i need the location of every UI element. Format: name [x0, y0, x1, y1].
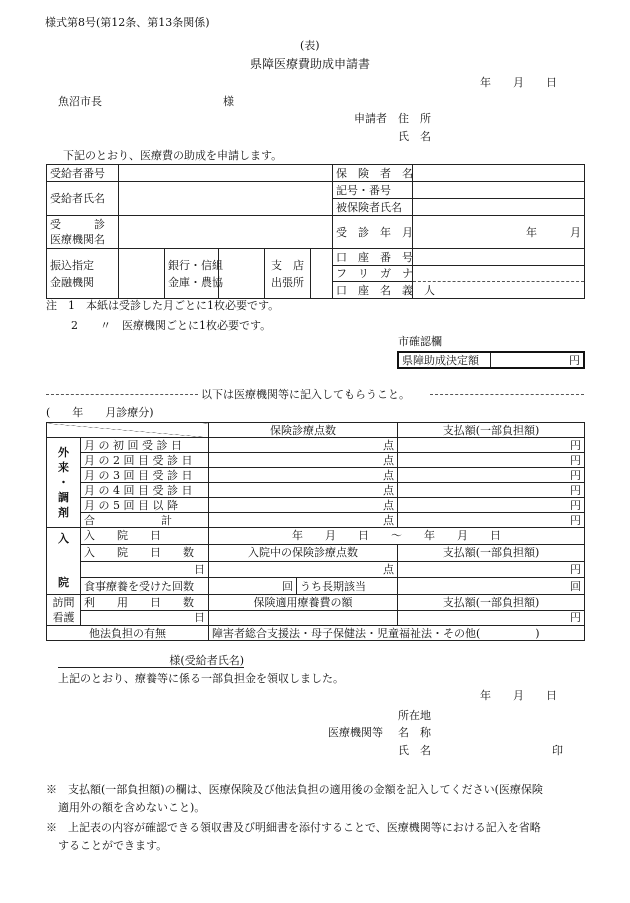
- treatment-month-label: ( 年 月診療分): [46, 406, 154, 419]
- furigana-field[interactable]: [413, 266, 585, 282]
- divider-text: 以下は医療機関等に記入してもらうこと。: [201, 388, 410, 401]
- insured-cost-field[interactable]: [209, 610, 398, 626]
- city-check-label: 市確認欄: [398, 335, 442, 348]
- institution-person-label: 氏 名: [398, 744, 431, 757]
- footer-note-1b: 適用外の額を含めないこと)。: [58, 801, 206, 814]
- header-diagonal: [47, 423, 209, 438]
- recipient-number-label: 受給者番号: [47, 165, 119, 182]
- nursing-paid-field[interactable]: 円: [398, 610, 585, 626]
- inpatient-points-field[interactable]: 点: [209, 561, 398, 578]
- use-days-label: 利 用 日 数: [81, 595, 209, 611]
- bank-type-label: 銀行・信組 金庫・農協: [165, 249, 219, 299]
- applicant-address-label: 住 所: [398, 112, 431, 125]
- account-holder-field[interactable]: [413, 282, 585, 299]
- institution-location-label: 所在地: [398, 709, 431, 722]
- account-holder-label: 口 座 名 義 人: [333, 282, 413, 299]
- divider-left: [46, 394, 198, 395]
- institution-name-label: 名 称: [398, 726, 431, 739]
- note-1: 注 1 本紙は受診した月ごとに1枚必要です。: [46, 299, 280, 312]
- branch-name-field[interactable]: [219, 249, 265, 299]
- visit-month-field[interactable]: 年 月: [413, 216, 585, 249]
- seal-mark: 印: [552, 744, 563, 757]
- other-laws-field[interactable]: 障害者総合支援法・母子保健法・児童福祉法・その他( ): [209, 626, 585, 641]
- footer-note-2: ※ 上記表の内容が確認できる領収書及び明細書を添付することで、医療機関等における記入を省略: [46, 821, 541, 834]
- outpatient-paid[interactable]: 円: [398, 483, 585, 498]
- mayor-label: 魚沼市長: [58, 95, 102, 108]
- outpatient-row-label: 月 の 4 回 目 受 診 日: [81, 483, 209, 498]
- clinic-name-label: 受 診 医療機関名: [47, 216, 119, 249]
- symbol-number-label: 記号・番号: [333, 182, 413, 199]
- city-check-table: [397, 351, 585, 369]
- admit-days-field[interactable]: 日: [81, 561, 209, 578]
- decision-amount-label: 県障助成決定額: [398, 352, 490, 368]
- outpatient-label: 外 来 ・ 調 剤: [47, 438, 81, 528]
- symbol-number-field[interactable]: [413, 182, 585, 199]
- outpatient-points[interactable]: 点: [209, 453, 398, 468]
- admit-date-range[interactable]: 年 月 日 〜 年 月 日: [209, 528, 585, 545]
- insured-cost-label: 保険適用療養費の額: [209, 595, 398, 611]
- outpatient-row-label: 月 の 初 回 受 診 日: [81, 438, 209, 453]
- home-nursing-label: 訪問 看護: [47, 595, 81, 626]
- outpatient-row-label: 月 の 5 回 目 以 降: [81, 498, 209, 513]
- intro-text: 下記のとおり、医療費の助成を申請します。: [63, 149, 283, 162]
- inpatient-paid-label: 支払額(一部負担額): [398, 544, 585, 561]
- insured-name-label: 被保険者氏名: [333, 199, 413, 216]
- decision-amount-field[interactable]: 円: [490, 352, 584, 368]
- note-2: 2 〃 医療機関ごとに1枚必要です。: [71, 319, 272, 332]
- furigana-label: フ リ ガ ナ: [333, 266, 413, 282]
- inpatient-label: 入 院: [47, 528, 81, 595]
- use-days-field[interactable]: 日: [81, 610, 209, 626]
- form-title: 県障医療費助成申請書: [250, 57, 371, 71]
- outpatient-points[interactable]: 点: [209, 438, 398, 453]
- medical-table: [46, 422, 585, 641]
- account-number-label: 口 座 番 号: [333, 249, 413, 266]
- recipient-name-label: 受給者氏名: [47, 182, 119, 216]
- clinic-name-field[interactable]: [119, 216, 333, 249]
- nursing-paid-label: 支払額(一部負担額): [398, 595, 585, 611]
- footer-note-1: ※ 支払額(一部負担額)の欄は、医療保険及び他法負担の適用後の金額を記入してください(医療保険: [46, 783, 543, 796]
- outpatient-paid[interactable]: 円: [398, 438, 585, 453]
- institution-label: 医療機関等: [328, 726, 383, 739]
- outpatient-points[interactable]: 点: [209, 483, 398, 498]
- receipt-text: 上記のとおり、療養等に係る一部負担金を領収しました。: [58, 672, 344, 685]
- insured-name-field[interactable]: [413, 199, 585, 216]
- outpatient-row-label: 月 の 2 回 目 受 診 日: [81, 453, 209, 468]
- divider-right: [430, 394, 584, 395]
- front-label: (表): [300, 39, 320, 52]
- applicant-label: 申請者: [354, 112, 387, 125]
- form-number: 様式第8号(第12条、第13条関係): [45, 16, 210, 29]
- branch-label: 支 店 出張所: [265, 249, 311, 299]
- mayor-honorific: 様: [223, 95, 234, 108]
- insurer-label: 保 険 者 名: [333, 165, 413, 182]
- outpatient-points[interactable]: 点: [209, 468, 398, 483]
- admit-days-label: 入 院 日 数: [81, 544, 209, 561]
- outpatient-row-label: 月 の 3 回 目 受 診 日: [81, 468, 209, 483]
- outpatient-total-points[interactable]: 点: [209, 513, 398, 528]
- insurer-field[interactable]: [413, 165, 585, 182]
- outpatient-paid[interactable]: 円: [398, 498, 585, 513]
- date-line: 年 月 日: [480, 76, 557, 89]
- other-payer-label: 他法負担の有無: [47, 626, 209, 641]
- application-table: [46, 164, 585, 299]
- outpatient-total-label: 合 計: [81, 513, 209, 528]
- account-number-field[interactable]: [413, 249, 585, 266]
- recipient-number-field[interactable]: [119, 165, 333, 182]
- admit-date-label: 入 院 日: [81, 528, 209, 545]
- header-points: 保険診療点数: [209, 423, 398, 438]
- header-paid: 支払額(一部負担額): [398, 423, 585, 438]
- applicant-name-label: 氏 名: [398, 130, 431, 143]
- long-term-field[interactable]: 回: [398, 578, 585, 595]
- footer-note-2b: することができます。: [58, 839, 168, 852]
- bank-name-field[interactable]: [119, 249, 165, 299]
- receipt-date: 年 月 日: [480, 689, 557, 702]
- visit-month-label: 受 診 年 月: [333, 216, 413, 249]
- long-term-label: うち長期該当: [297, 578, 398, 595]
- inpatient-points-label: 入院中の保険診療点数: [209, 544, 398, 561]
- outpatient-paid[interactable]: 円: [398, 468, 585, 483]
- meals-label: 食事療養を受けた回数: [81, 578, 209, 595]
- branch-extra-field[interactable]: [311, 249, 333, 299]
- bank-label: 振込指定 金融機関: [47, 249, 119, 299]
- receipt-recipient-name: 様(受給者氏名): [58, 655, 244, 668]
- outpatient-paid[interactable]: 円: [398, 453, 585, 468]
- recipient-name-field[interactable]: [119, 182, 333, 216]
- inpatient-paid-field[interactable]: 円: [398, 561, 585, 578]
- meals-field[interactable]: 回: [209, 578, 297, 595]
- outpatient-points[interactable]: 点: [209, 498, 398, 513]
- outpatient-total-paid[interactable]: 円: [398, 513, 585, 528]
